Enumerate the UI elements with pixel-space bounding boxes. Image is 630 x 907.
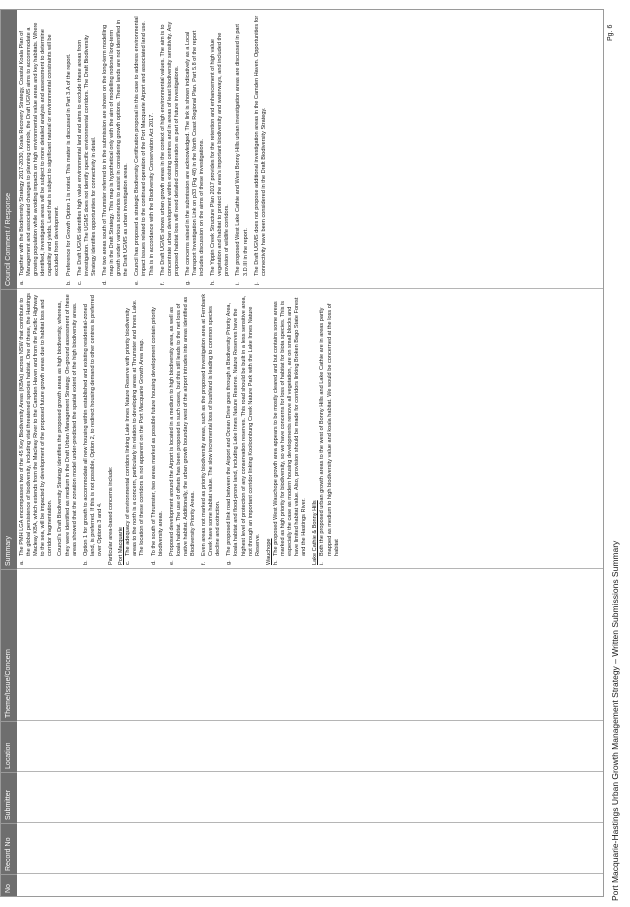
- item-text: Council's Draft Biodiversity Strategy identifies the proposed growth areas as high biodiversity, whereas, they were identified as medium in the Draft Urban Management Strategy. On-ground assessment of these areas showed that the zonation model under-predicted the spatial extent of the high biodiversity areas.: [57, 294, 78, 556]
- item-text: To the south of Thrumster, two areas marked as possible future housing development contain priority biodiversity areas.: [150, 307, 164, 556]
- item-letter: f.: [159, 281, 166, 285]
- council-item-d: [102, 13, 130, 285]
- council-item-f: [160, 13, 181, 285]
- header-summary: Summary: [1, 289, 17, 569]
- table-header-row: [1, 9, 17, 896]
- summary-item-g: [226, 293, 261, 565]
- item-text: Both the proposed urban growth areas to the west of Bonny Hills and Lake Cathie are in areas partly mapped as medium to high biodiversity value and koala habitat. We would be concerned at the loss of habitat: [319, 303, 340, 556]
- item-text: The two areas south of Thrumster referred to in the submission are shown on the long-term modelling map in the Draft Strategy. This map is hypothetical only with the aim of modelling notional long-term growth under various scenarios to assist in considering growth options. These lands are not identified in the Draft UGMS as urban investigation areas.: [101, 19, 130, 276]
- item-letter: h.: [272, 560, 279, 565]
- item-letter: i.: [319, 562, 326, 565]
- submissions-table: [0, 9, 604, 897]
- item-text: The concerns raised in the submission are acknowledged. The link is shown indicatively as a Local Transport Investigation Link on p33 (Fig 48) in the North Coast Regional Plan. Part 5.8 of the report includes discussion on the aims of these investigations.: [184, 30, 206, 276]
- item-letter: c.: [76, 280, 83, 285]
- item-letter: j.: [253, 282, 260, 285]
- group-heading-wauchope: Wauchope: [265, 538, 272, 565]
- item-letter: h.: [210, 280, 217, 285]
- summary-item-h: [273, 293, 308, 565]
- column-divider: [17, 288, 603, 289]
- item-letter: f.: [201, 561, 208, 565]
- item-letter: b.: [82, 560, 89, 565]
- header-council-comment: Council Comment / Response: [5, 193, 12, 286]
- item-letter: i.: [235, 282, 242, 285]
- page-number: Pg. 6: [607, 24, 614, 41]
- council-item-c: [77, 13, 98, 285]
- council-item-b: [66, 13, 73, 285]
- header-theme: Theme/Issue/Concern: [1, 569, 17, 721]
- column-divider: [17, 822, 603, 823]
- council-item-g: [185, 13, 206, 285]
- item-text: The Yippin Creek Structure Plan 2017 provides for the retention and enhancement of high value vegetation and habitat to protect the area's important biodiversity and waterways, and included the provision of wildlife corridors.: [210, 32, 231, 276]
- summary-item-b: [83, 293, 104, 565]
- item-text: Even areas not marked as priority biodiversity areas, such as the proposed investigation area at Fernbank Creek have some habitat value. The slow incremental loss of bushland is leading to common species decline and extinction.: [201, 293, 222, 556]
- item-text: The Draft UGMS shows urban growth areas in the context of high environmental values. The aim is to concentrate urban development within existing centres and in areas of least biodiversity sensitivity. Any proposed habitat loss will need detailed consideration as part of future investigations.: [159, 21, 180, 276]
- item-letter: a.: [19, 280, 25, 285]
- item-text: Preference for Growth Option 1 is noted. This matter is discussed in Part 3.A of the report.: [65, 53, 72, 276]
- item-text: Council has proposed a strategic Biodiversity Certification proposal in this case to address environmental impact issues related to the continued operation of the Port Macquarie Airport and associated land use. This is in accordance with the Biodiversity Conservation Act 2017.: [134, 16, 155, 276]
- council-comment-column: [19, 13, 603, 285]
- summary-item-e: [169, 293, 197, 565]
- summary-item-c: [125, 293, 146, 565]
- concerns-intro: Particular area-based concerns include:: [108, 466, 115, 565]
- item-letter: e.: [168, 560, 175, 565]
- summary-item-a: [19, 293, 79, 565]
- summary-item-f: [201, 293, 222, 565]
- item-text: The adequacy of environmental corridors linking Lake Innes Nature Reserve with priority biodiversity areas to the north is a concern, particularly in relation to developing areas at Thrumster and Innes Lake. The location of these corridors is not apparent on the Port Macquarie Growth Area map.: [125, 299, 146, 556]
- group-heading-lake-cathie: Lake Cathie & Bonny Hills: [312, 500, 319, 565]
- summary-column: [19, 293, 603, 565]
- item-text: Option 1 for growth to accommodate all new housing within established and existing residential-zoned land, is preferred. If this is not possible, Option 2, to redirect housing demand to other centres is preferred over Options 3 and 4.: [82, 295, 103, 556]
- council-item-a: [19, 13, 62, 285]
- item-letter: d.: [101, 280, 108, 285]
- summary-item-d: [151, 293, 165, 565]
- item-text: The PMH LGA encompasses two of the 45 Key Biodiversity Areas (KBAs) across NSW that contribute to the global persistence of biodiversity, including vital threatened species habitat. One of these, the Hastings Macleay KBA, which extends from the Macleay River to the Camden Haven and from the Pacific Highway to the sea, will be impacted by development of the proposed future growth areas due to habitat loss and corridor fragmentation.: [19, 293, 54, 556]
- header-submitter: Submitter: [1, 772, 17, 823]
- summary-item-i: [319, 293, 340, 565]
- document-title: Port Macquarie-Hastings Urban Growth Management Strategy – Written Submissions Summary: [610, 540, 620, 901]
- item-text: Together with the Biodiversity Strategy 2017-2030, Koala Recovery Strategy, Coastal Koala Plan of Management and associated changes to planning controls, the Draft UGMS aims to accommodate a growing population while avoiding impacts on high environmental value areas and key habitats. Where identified, investigation areas will be subject to more detailed analysis and assessment to determine capability and yields. Land that is subject to significant natural or environmental constraints will be excluded from development.: [19, 22, 61, 276]
- council-item-h: [210, 13, 231, 285]
- header-no: No: [1, 874, 17, 896]
- column-divider: [17, 873, 603, 874]
- item-letter: e.: [134, 280, 141, 285]
- header-location: Location: [1, 721, 17, 772]
- item-text: The proposed West Lake Cathie and West Bonny Hills urban investigation areas are discussed in part 3.D.III in the report.: [235, 24, 249, 276]
- group-heading-port-macquarie: Port Macquarie: [118, 527, 125, 565]
- council-item-j: [254, 13, 268, 285]
- item-letter: d.: [150, 560, 157, 565]
- item-letter: b.: [65, 280, 72, 285]
- item-text: The Draft UGMS does not propose additional investigation areas in the Camden Haven. Opportunities for connectivity have been considered in the Draft Biodiversity Strategy.: [253, 15, 267, 276]
- item-text: The Draft UGMS identifies high value environmental land and aims to exclude these areas from investigation. The UGMS does not identify specific environmental corridors. The Draft Biodiversity Strategy identifies opportunities for connectivity in detail.: [76, 34, 97, 276]
- header-record-no: Record No: [1, 823, 17, 874]
- item-letter: g.: [184, 280, 191, 285]
- column-divider: [17, 771, 603, 772]
- council-item-e: [134, 13, 155, 285]
- item-letter: c.: [125, 560, 132, 565]
- column-divider: [17, 720, 603, 721]
- item-letter: g.: [226, 560, 233, 565]
- item-text: The proposed link road between the Airport and Ocean Drive goes through a Biodiversity Priority Area, koala habitat and flood-prone land, including Lake Innes Nature Reserve. Nature Reserves have the highest level of protection of any conservation reserves. This road should be built in a less sensitive area, not through an important corridor linking Kooloonbung Creek Nature Park with the Lake Innes Nature Reserve.: [226, 295, 261, 556]
- item-text: Proposed development around the Airport is located in a medium to high biodiversity area, as well as koala habitat. The use of offsets has been proposed in such cases, but this still leads to the net loss of native habitat. Additionally, the urban growth boundary west of the airport intrudes into areas identified as Biodiversity Priority Areas.: [168, 296, 196, 556]
- item-text: The proposed West Wauchope growth area appears to be mostly cleared and but contains some areas marked as high priority for biodiversity, so we have concerns for loss of habitat for biota species. This is especially the case as modern housing developments remove all vegetation, are on small blocks and have limited habitat value. Also, provision should be made for corridors linking Broken Bago State Forest and the Hastings River.: [272, 297, 308, 556]
- column-divider: [17, 568, 603, 569]
- council-item-i: [235, 13, 249, 285]
- item-letter: a.: [19, 560, 25, 565]
